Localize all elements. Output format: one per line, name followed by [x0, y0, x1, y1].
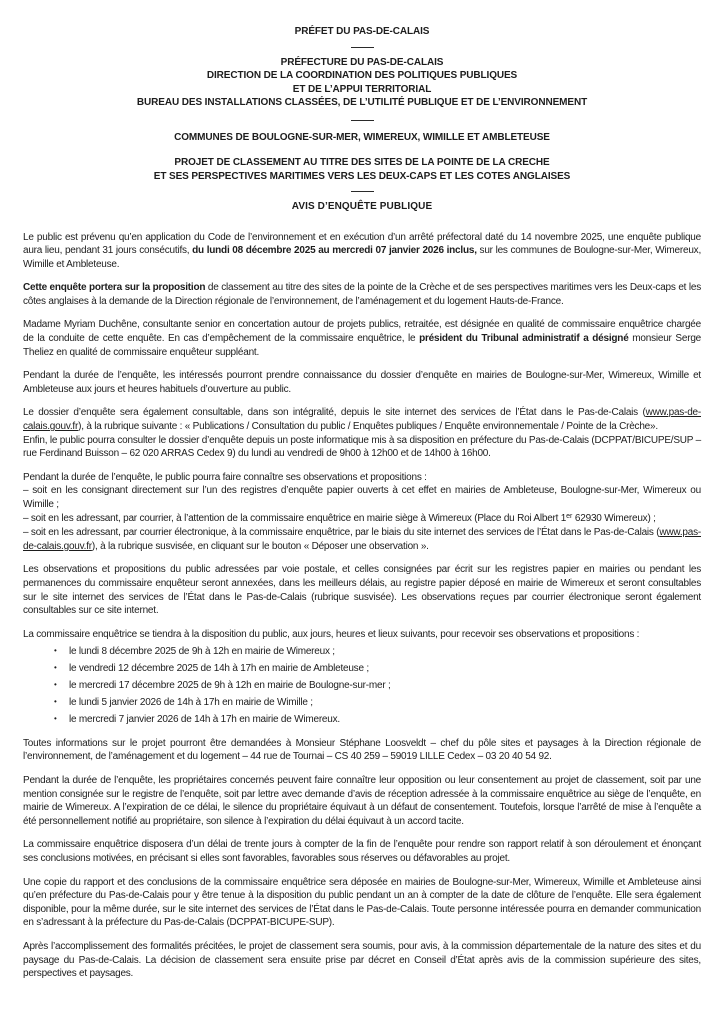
project-title-line: ET SES PERSPECTIVES MARITIMES VERS LES DEUX-CAPS ET LES COTES ANGLAISES [153, 170, 571, 182]
paragraph [23, 774, 701, 828]
text-run: Après l’accomplissement des formalités précitées, le projet de classement sera soumis, pour avis, à la commission départementale de la nature des sites et du paysage du Pas-de-Calais. La décision de classement sera ensuite prise par décret en Conseil d’État après avis de la commission supérieure des sites, perspectives et paysages. [23, 940, 701, 980]
text-run: le mercredi 17 décembre 2025 de 9h à 12h en mairie de Boulogne-sur-mer ; [69, 680, 391, 692]
paragraph [23, 484, 701, 511]
text-run: er [566, 512, 573, 520]
section-divider [351, 47, 374, 48]
bullet-icon: • [54, 697, 57, 707]
paragraph [23, 526, 701, 553]
communes-title: COMMUNES DE BOULOGNE-SUR-MER, WIMEREUX, WIMILLE ET AMBLETEUSE [174, 131, 550, 143]
text-run: le mercredi 7 janvier 2026 de 14h à 17h en mairie de Wimereux. [69, 714, 340, 726]
paragraph [23, 318, 701, 359]
text-run: Pendant la durée de l’enquête, le public pourra faire connaître ses observations et propositions : [23, 471, 427, 483]
text-run: Le dossier d’enquête sera également consultable, dans son intégralité, depuis le site internet des services de l’État dans le Pas-de-Calais ( [23, 407, 646, 419]
paragraph [23, 281, 701, 308]
text-run: Les observations et propositions du public adressées par voie postale, et celles consignées par écrit sur les registres papier en mairies ou pendant les permanences du commissaire enquêteur seront annexées, dans les meilleurs délais, au registre papier déposé en mairie de Wimereux et seront consultables sur le site internet des services de l’État dans le Pas-de-Calais (rubrique susvisée). Les observations reçues par courrier électronique seront également consultables sur ce site internet. [23, 564, 701, 617]
bullet-icon: • [54, 680, 57, 690]
text-run: Toutes informations sur le projet pourront être demandées à Monsieur Stéphane Loosveldt – chef du pôle sites et paysages à la Direction régionale de l’environnement, de l’aménagement et du logement – 44 rue de Tournai – CS 40 259 – 59019 LILLE Cedex – 03 20 40 54 92. [23, 737, 701, 763]
paragraph [23, 838, 701, 865]
list-item [23, 661, 701, 676]
paragraph [23, 563, 701, 617]
section-divider [351, 120, 374, 121]
paragraph [23, 628, 701, 642]
text-run: le vendredi 12 décembre 2025 de 14h à 17h en mairie de Ambleteuse ; [69, 662, 369, 674]
list-item [23, 695, 701, 710]
text-run: – soit en les adressant, par courrier, à l’attention de la commissaire enquêtrice en mairie siège à Wimereux (Place du Roi Albert 1 [23, 512, 567, 524]
text-run: – soit en les consignant directement sur l’un des registres d’enquête papier ouverts à cet effet en mairies de Ambleteuse, Boulogne-sur-Mer, Wimereux ou Wimille ; [23, 485, 701, 510]
org-line: PRÉFECTURE DU PAS-DE-CALAIS [280, 56, 444, 68]
text-run: Une copie du rapport et des conclusions de la commissaire enquêtrice sera déposée en mairies de Boulogne-sur-Mer, Wimereux, Wimille et Ambleteuse ainsi qu’en préfecture du Pas-de-Calais pour y être tenue à la disposition du public pendant un an à compter de la date de clôture de l’enquête. Elle sera également disponible, pour la même durée, sur le site internet des services de l’État dans le Pas-de-Calais. Toute personne intéressée pourra en demander communication en s’adressant à la préfecture du Pas-de-Calais (DCPPAT-BICUPE-SUP). [23, 876, 701, 929]
project-title [23, 156, 701, 183]
paragraph [23, 406, 701, 433]
paragraph [23, 940, 701, 981]
paragraph [23, 876, 701, 930]
text-run: Pendant la durée de l’enquête, les intéressés pourront prendre connaissance du dossier d’enquête en mairies de Boulogne-sur-Mer, Wimereux, Wimille et Ambleteuse aux jours et heures habituels d’ouverture au public. [23, 370, 701, 395]
url-text: www.pas-de-calais.gouv.fr [23, 407, 701, 433]
paragraph [23, 512, 701, 527]
document-body [23, 231, 701, 981]
bullet-icon: • [54, 645, 57, 655]
bullet-icon: • [54, 714, 57, 724]
text-run: le lundi 8 décembre 2025 de 9h à 12h en mairie de Wimereux ; [69, 645, 335, 657]
org-line: DIRECTION DE LA COORDINATION DES POLITIQUES PUBLIQUES [206, 70, 518, 81]
text-run: monsieur Serge Theliez en qualité de commissaire enquêteur suppléant. [23, 333, 701, 358]
text-run: président du Tribunal administratif a désigné [419, 333, 629, 345]
section-divider [351, 191, 374, 192]
permanence-list [23, 644, 701, 727]
text-run: sur les communes de Boulogne-sur-Mer, Wimereux, Wimille et Ambleteuse. [23, 245, 702, 270]
list-item [23, 678, 701, 693]
text-run: – soit en les adressant, par courrier électronique, à la commissaire enquêtrice, par le biais du site internet des services de l’État dans le Pas-de-Calais ( [23, 527, 660, 539]
list-item [23, 644, 701, 659]
project-title-line: PROJET DE CLASSEMENT AU TITRE DES SITES DE LA POINTE DE LA CRECHE [174, 157, 550, 168]
text-run: Pendant la durée de l’enquête, les propriétaires concernés peuvent faire connaître leur opposition ou leur consentement au projet de classement, soit par une mention consignée sur le registre de l’enquête, soit par lettre avec demande d’avis de réception adressée à la commissaire enquêtrice au siège de l’enquête, en mairie de Wimereux. A l’expiration de ce délai, le silence du propriétaire équivaut à un défaut de consentement. Toutefois, lorsque l’arrêté de mise à l’enquête a été personnellement notifié au propriétaire, son silence à l’expiration du délai équivaut à un accord tacite. [23, 775, 701, 827]
document-header [23, 25, 701, 214]
paragraph [23, 231, 701, 272]
paragraph [23, 434, 701, 461]
text-run: 62930 Wimereux) ; [572, 512, 656, 524]
text-run: La commissaire enquêtrice se tiendra à la disposition du public, aux jours, heures et lieux suivants, pour recevoir ses observations et propositions : [23, 628, 640, 640]
bullet-icon: • [54, 662, 57, 672]
text-run: Enfin, le public pourra consulter le dossier d’enquête depuis un poste informatique mis à sa disposition en préfecture du Pas-de-Calais (DCPPAT/BICUPE/SUP – rue Ferdinand Buisson – 62 020 ARRAS Cedex 9) du lundi au vendredi de 9h00 à 12h00 et de 14h00 à 16h00. [23, 434, 701, 460]
text-run: de classement au titre des sites de la pointe de la Crèche et de ses perspectives maritimes vers les Deux-caps et les côtes anglaises à la demande de la Direction régionale de l’environnement, de l’aménagement et du logement Hauts-de-France. [23, 282, 701, 307]
text-run: Le public est prévenu qu’en application du Code de l’environnement et en exécution d’un arrêté préfectoral daté du 14 novembre 2025, une enquête publique aura lieu, pendant 31 jours consécutifs, [23, 231, 701, 257]
org-line: ET DE L’APPUI TERRITORIAL [292, 83, 432, 95]
text-run: ), à la rubrique suivante : « Publications / Consultation du public / Enquêtes publiques / Enquête environnementale / Pointe de la Crèche». [78, 421, 658, 433]
text-run: La commissaire enquêtrice disposera d’un délai de trente jours à compter de la fin de l’enquête pour rendre son rapport relatif à son déroulement et énonçant ses conclusions motivées, en précisant si elles sont favorables, favorables sous réserves ou défavorables au projet. [23, 839, 701, 864]
url-text: www.pas-de-calais.gouv.fr [23, 527, 701, 552]
org-block [23, 56, 701, 110]
paragraph [23, 471, 701, 485]
text-run: Madame Myriam Duchêne, consultante senior en concertation autour de projets publics, retraitée, est désignée en qualité de commissaire enquêtrice chargée de la conduite de cette enquête. En cas d’empêchement de la commissaire enquêtrice, le [23, 319, 701, 345]
text-run: le lundi 5 janvier 2026 de 14h à 17h en mairie de Wimille ; [69, 697, 313, 709]
text-run: du lundi 08 décembre 2025 au mercredi 07 janvier 2026 inclus, [192, 245, 477, 257]
paragraph [23, 737, 701, 764]
text-run: Cette enquête portera sur la proposition [23, 282, 206, 294]
text-run: ), à la rubrique susvisée, en cliquant sur le bouton « Déposer une observation ». [91, 540, 429, 552]
list-item [23, 712, 701, 727]
paragraph [23, 369, 701, 396]
org-line: BUREAU DES INSTALLATIONS CLASSÉES, DE L’UTILITÉ PUBLIQUE ET DE L’ENVIRONNEMENT [136, 97, 588, 108]
prefet-title: PRÉFET DU PAS-DE-CALAIS [294, 26, 430, 37]
notice-title: AVIS D’ENQUÊTE PUBLIQUE [291, 201, 433, 212]
